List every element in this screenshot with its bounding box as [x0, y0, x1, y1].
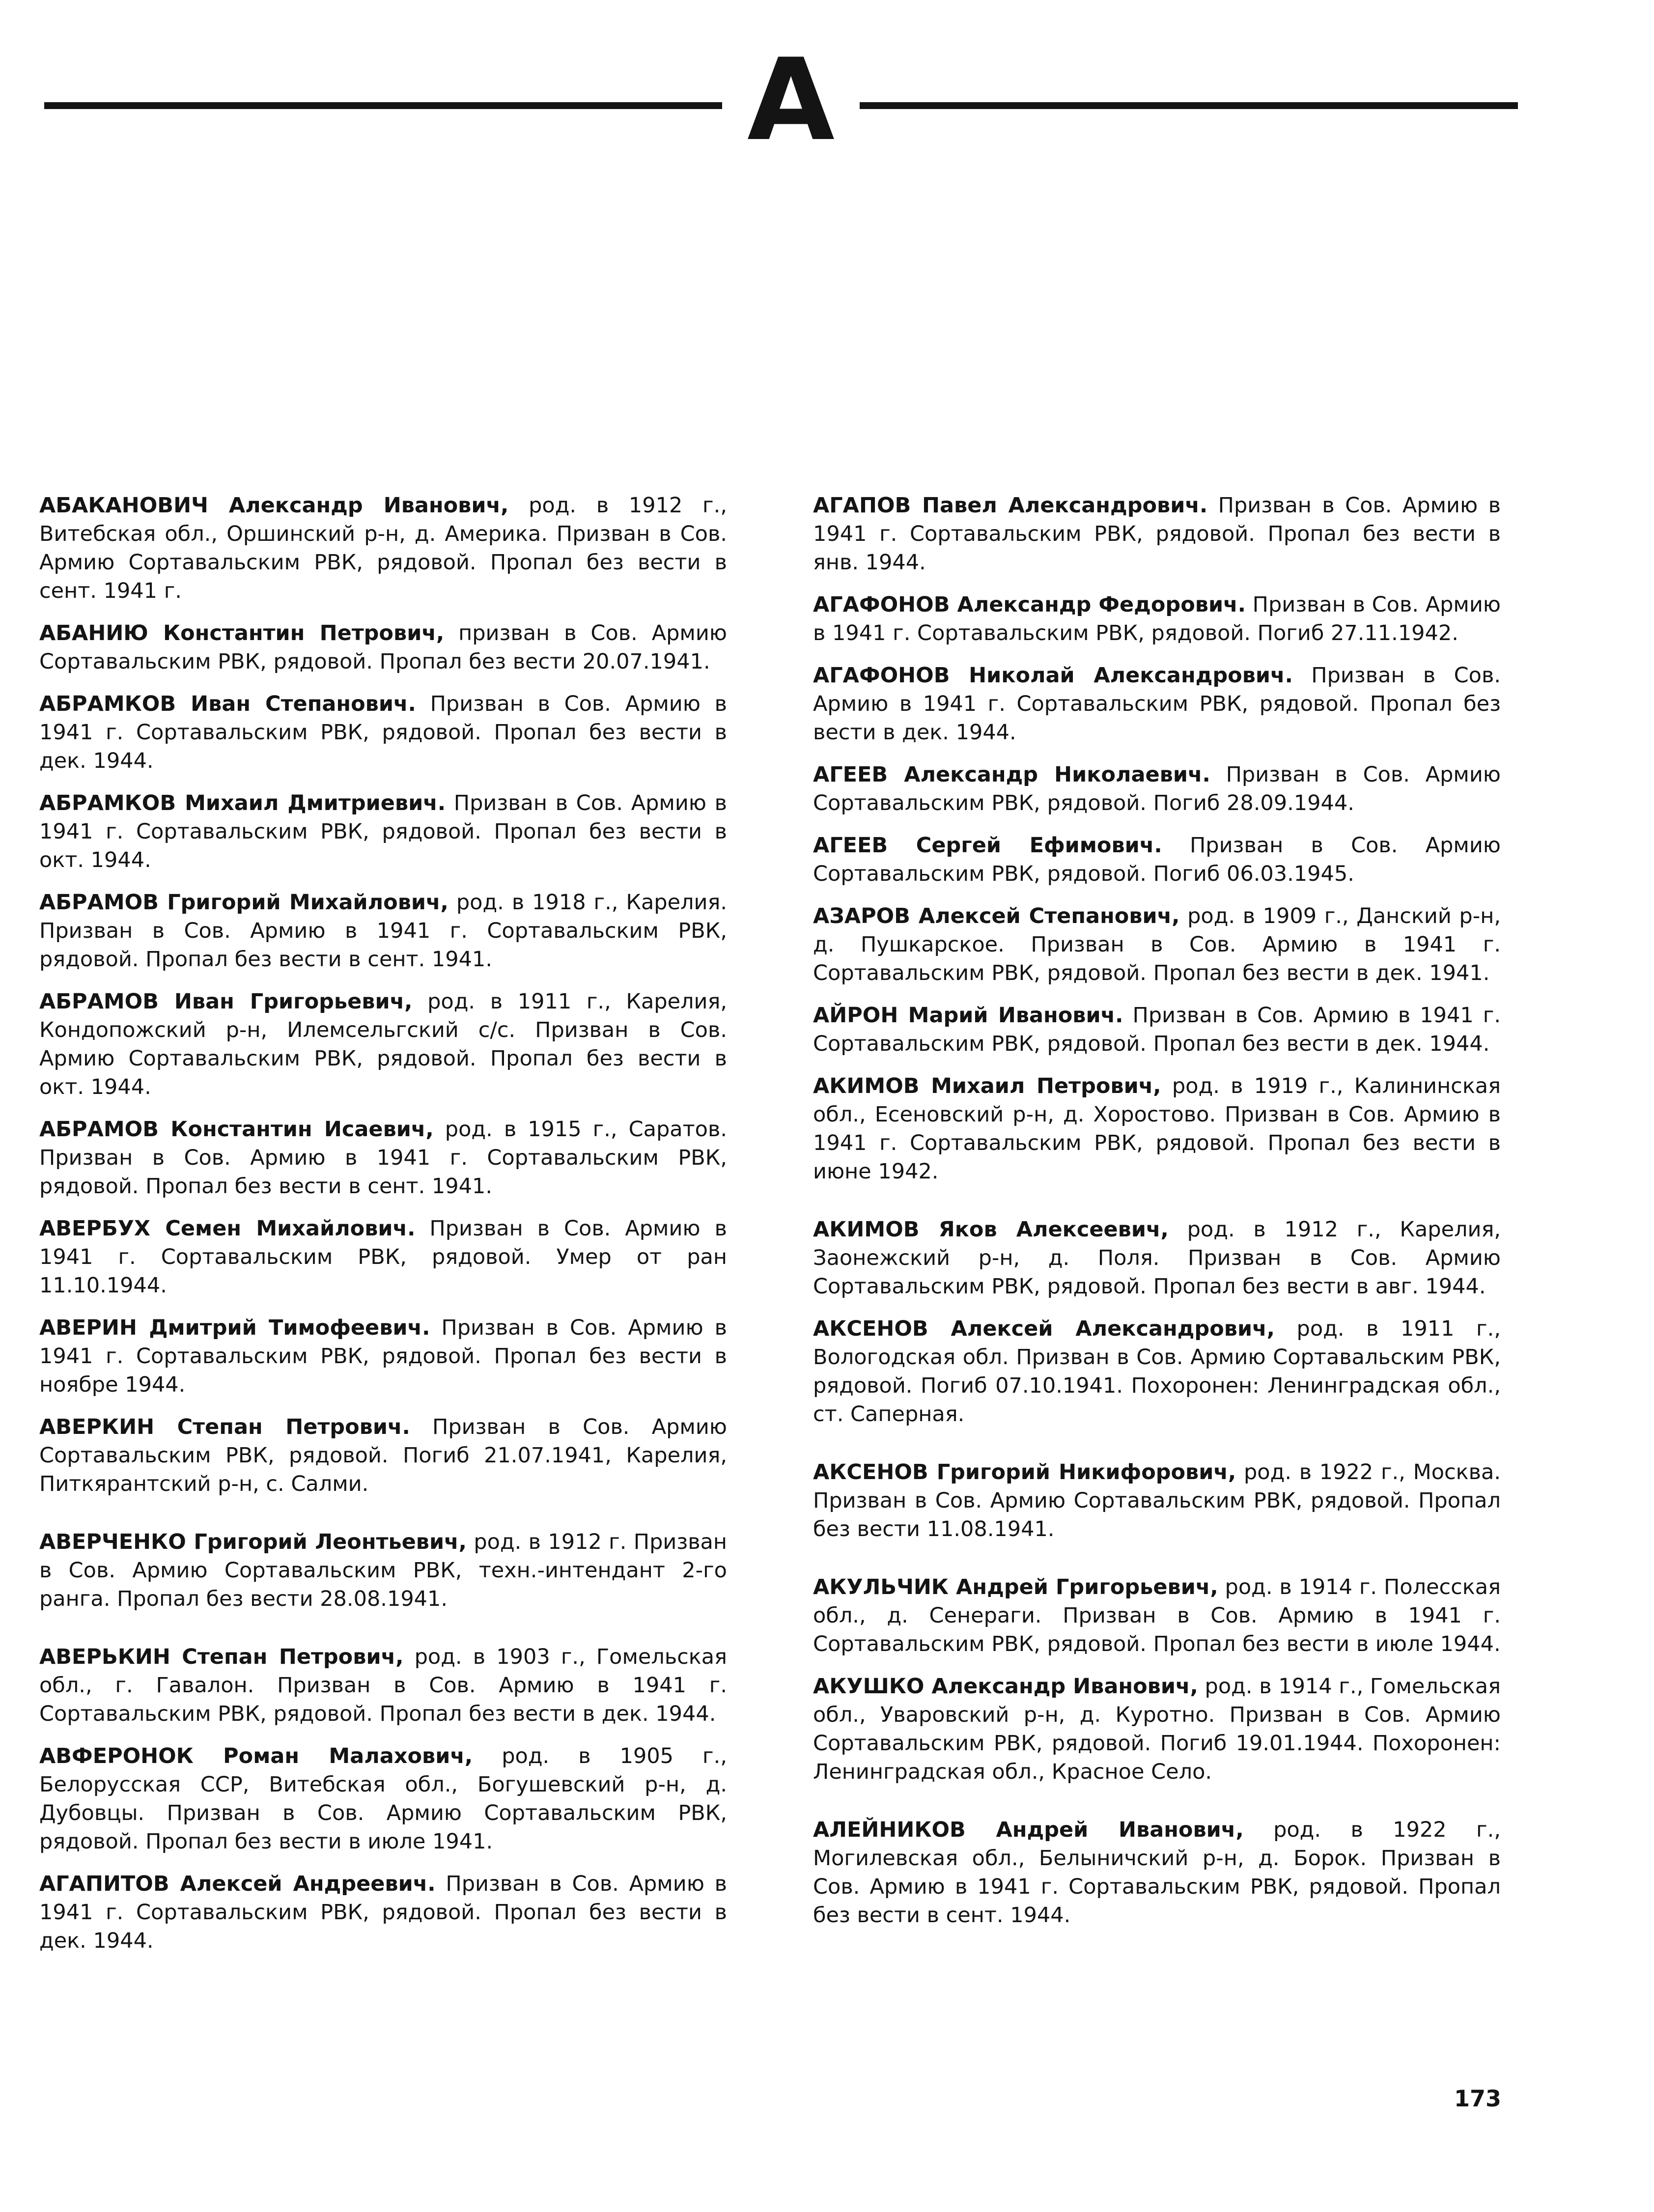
entry [39, 491, 727, 605]
right-column [813, 491, 1501, 1943]
entry-text: Призван в Сов. Армию Сортавальским РВК, рядовой. Погиб 21.07.1941, Карелия, Питкярантский р-н, с. Салми. [39, 1415, 727, 1496]
entry-text: род. в 1905 г., Белорусская ССР, Витебская обл., Богушевский р-н, д. Дубовцы. Призван в Сов. Армию Сортавальским РВК, рядовой. Пропал без вести в июле 1941. [39, 1744, 727, 1854]
entry-name: АЛЕЙНИКОВ Андрей Иванович, [813, 1818, 1244, 1842]
entry-name: АКУЛЬЧИК Андрей Григорьевич, [813, 1575, 1218, 1599]
entry-name: АБАНИЮ Константин Петрович, [39, 621, 445, 645]
entry-name: АЗАРОВ Алексей Степанович, [813, 904, 1180, 928]
entry-text: род. в 1922 г., Могилевская обл., Белыничский р-н, д. Борок. Призван в Сов. Армию в 1941 г. Сортавальским РВК, рядовой. Пропал без вести в сент. 1944. [813, 1818, 1501, 1928]
entry-name: АКСЕНОВ Алексей Александрович, [813, 1316, 1275, 1341]
entry-name: АБРАМОВ Константин Исаевич, [39, 1117, 434, 1142]
entry [813, 491, 1501, 577]
header-rule-left [44, 102, 722, 109]
entry [39, 888, 727, 974]
entry [39, 1314, 727, 1399]
entry [813, 1573, 1501, 1658]
entry [39, 1643, 727, 1728]
entry-name: АБРАМКОВ Михаил Дмитриевич. [39, 791, 446, 815]
page-number: 173 [1454, 2085, 1502, 2112]
entry [813, 1072, 1501, 1186]
entry-text: Призван в Сов. Армию Сортавальским РВК, рядовой. Погиб 28.09.1944. [813, 762, 1501, 815]
entry [39, 1870, 727, 1955]
entry-text: род. в 1912 г. Призван в Сов. Армию Сортавальским РВК, техн.-интендант 2-го ранга. Пропал без вести 28.08.1941. [39, 1530, 727, 1611]
section-letter: А [747, 35, 835, 166]
entry [39, 690, 727, 775]
entry-text: Призван в Сов. Армию в 1941 г. Сортавальским РВК, рядовой. Пропал без вести в окт. 1944. [39, 791, 727, 872]
entry [39, 987, 727, 1101]
entry [39, 619, 727, 676]
entry-text: Призван в Сов. Армию в 1941 г. Сортавальским РВК, рядовой. Погиб 27.11.1942. [813, 592, 1501, 645]
entry-name: АКСЕНОВ Григорий Никифорович, [813, 1460, 1236, 1484]
entry-text: род. в 1918 г., Карелия. Призван в Сов. Армию в 1941 г. Сортавальским РВК, рядовой. Пропал без вести в сент. 1941. [39, 890, 728, 972]
entry-name: АВЕРЬКИН Степан Петрович, [39, 1645, 404, 1669]
entry-name: АБРАМОВ Григорий Михайлович, [39, 890, 449, 915]
entry [813, 1315, 1501, 1428]
entry [813, 1458, 1501, 1543]
entry-name: АГАПИТОВ Алексей Андреевич. [39, 1872, 436, 1896]
entry-name: АКУШКО Александр Иванович, [813, 1674, 1198, 1699]
entry [813, 831, 1501, 888]
entry [39, 789, 727, 874]
entry-name: АГАФОНОВ Николай Александрович. [813, 663, 1293, 688]
entry-name: АБАКАНОВИЧ Александр Иванович, [39, 493, 509, 518]
entry [39, 1214, 727, 1300]
entry-text: Призван в Сов. Армию в 1941 г. Сортавальским РВК, рядовой. Умер от ран 11.10.1944. [39, 1216, 727, 1298]
entry-name: АЙРОН Марий Иванович. [813, 1003, 1123, 1028]
entry-name: АВЕРИН Дмитрий Тимофеевич. [39, 1316, 430, 1340]
entry-text: род. в 1903 г., Гомельская обл., г. Гавалон. Призван в Сов. Армию в 1941 г. Сортавальским РВК, рядовой. Пропал без вести в дек. 1944. [39, 1645, 728, 1726]
entry-text: род. в 1912 г., Витебская обл., Оршинский р-н, д. Америка. Призван в Сов. Армию Сортавальским РВК, рядовой. Пропал без вести в сент. 1941 г. [39, 493, 727, 603]
entry [39, 1115, 727, 1201]
entry-text: род. в 1912 г., Карелия, Заонежский р-н, д. Поля. Призван в Сов. Армию Сортавальским РВК, рядовой. Пропал без вести в авг. 1944. [813, 1217, 1501, 1299]
entry-text: род. в 1909 г., Данский р-н, д. Пушкарское. Призван в Сов. Армию в 1941 г. Сортавальским РВК, рядовой. Пропал без вести в дек. 1941. [813, 904, 1501, 985]
entry-text: род. в 1911 г., Карелия, Кондопожский р-н, Илемсельгский с/с. Призван в Сов. Армию Сортавальским РВК, рядовой. Пропал без вести в окт. 1944. [39, 989, 728, 1099]
entry-name: АВЕРКИН Степан Петрович. [39, 1415, 410, 1439]
entry-text: Призван в Сов. Армию в 1941 г. Сортавальским РВК, рядовой. Пропал без вести в ноябре 1944. [39, 1316, 727, 1397]
entry-text: род. в 1911 г., Вологодская обл. Призван в Сов. Армию Сортавальским РВК, рядовой. Погиб 07.10.1941. Похоронен: Ленинградская обл., ст. Саперная. [813, 1316, 1501, 1427]
entry-name: АКИМОВ Михаил Петрович, [813, 1074, 1161, 1098]
entry-text: род. в 1922 г., Москва. Призван в Сов. Армию Сортавальским РВК, рядовой. Пропал без вести 11.08.1941. [813, 1460, 1501, 1541]
entry [813, 760, 1501, 817]
entry-name: АБРАМОВ Иван Григорьевич, [39, 989, 413, 1014]
entry-text: Призван в Сов. Армию в 1941 г. Сортавальским РВК, рядовой. Пропал без вести в дек. 1944. [39, 692, 727, 773]
entry-name: АГЕЕВ Сергей Ефимович. [813, 833, 1162, 858]
entry-text: род. в 1914 г., Гомельская обл., Уваровский р-н, д. Куротно. Призван в Сов. Армию Сортавальским РВК, рядовой. Погиб 19.01.1944. Похоронен: Ленинградская обл., Красное Село. [813, 1674, 1501, 1784]
entry-name: АВФЕРОНОК Роман Малахович, [39, 1744, 473, 1768]
entry [813, 1001, 1501, 1058]
entry [813, 902, 1501, 987]
entry [39, 1413, 727, 1498]
entry [813, 661, 1501, 747]
header-rule-right [860, 102, 1518, 109]
entry-name: АГАФОНОВ Александр Федорович. [813, 592, 1246, 617]
entry-text: призван в Сов. Армию Сортавальским РВК, рядовой. Пропал без вести 20.07.1941. [39, 621, 727, 674]
entry-text: Призван в Сов. Армию в 1941 г. Сортавальским РВК, рядовой. Пропал без вести в дек. 1944. [813, 1003, 1501, 1056]
entry-text: род. в 1919 г., Калининская обл., Есеновский р-н, д. Хоростово. Призван в Сов. Армию в 1941 г. Сортавальским РВК, рядовой. Пропал без вести в июне 1942. [813, 1074, 1501, 1184]
entry-name: АВЕРЧЕНКО Григорий Леонтьевич, [39, 1530, 467, 1554]
left-column [39, 491, 727, 1969]
entry [813, 1672, 1501, 1786]
entry-text: Призван в Сов. Армию Сортавальским РВК, рядовой. Погиб 06.03.1945. [813, 833, 1501, 886]
entry [813, 1215, 1501, 1301]
entry-name: АБРАМКОВ Иван Степанович. [39, 692, 416, 716]
entry-text: Призван в Сов. Армию в 1941 г. Сортавальским РВК, рядовой. Пропал без вести в янв. 1944. [813, 493, 1501, 575]
entry-text: Призван в Сов. Армию в 1941 г. Сортавальским РВК, рядовой. Пропал без вести в дек. 1944. [39, 1872, 727, 1953]
entry [813, 1816, 1501, 1930]
section-header [44, 35, 1518, 166]
entry-text: род. в 1914 г. Полесская обл., д. Сенераги. Призван в Сов. Армию в 1941 г. Сортавальским РВК, рядовой. Пропал без вести в июле 1944. [813, 1575, 1501, 1656]
entry [39, 1528, 727, 1613]
entry-name: АКИМОВ Яков Алексеевич, [813, 1217, 1169, 1242]
entry-name: АГЕЕВ Александр Николаевич. [813, 762, 1210, 787]
entry-text: Призван в Сов. Армию в 1941 г. Сортавальским РВК, рядовой. Пропал без вести в дек. 1944. [813, 663, 1501, 745]
entry-name: АВЕРБУХ Семен Михайлович. [39, 1216, 416, 1241]
entry-name: АГАПОВ Павел Александрович. [813, 493, 1208, 518]
entry [813, 590, 1501, 647]
entry-text: род. в 1915 г., Саратов. Призван в Сов. Армию в 1941 г. Сортавальским РВК, рядовой. Пропал без вести в сент. 1941. [39, 1117, 728, 1199]
entry [39, 1742, 727, 1856]
